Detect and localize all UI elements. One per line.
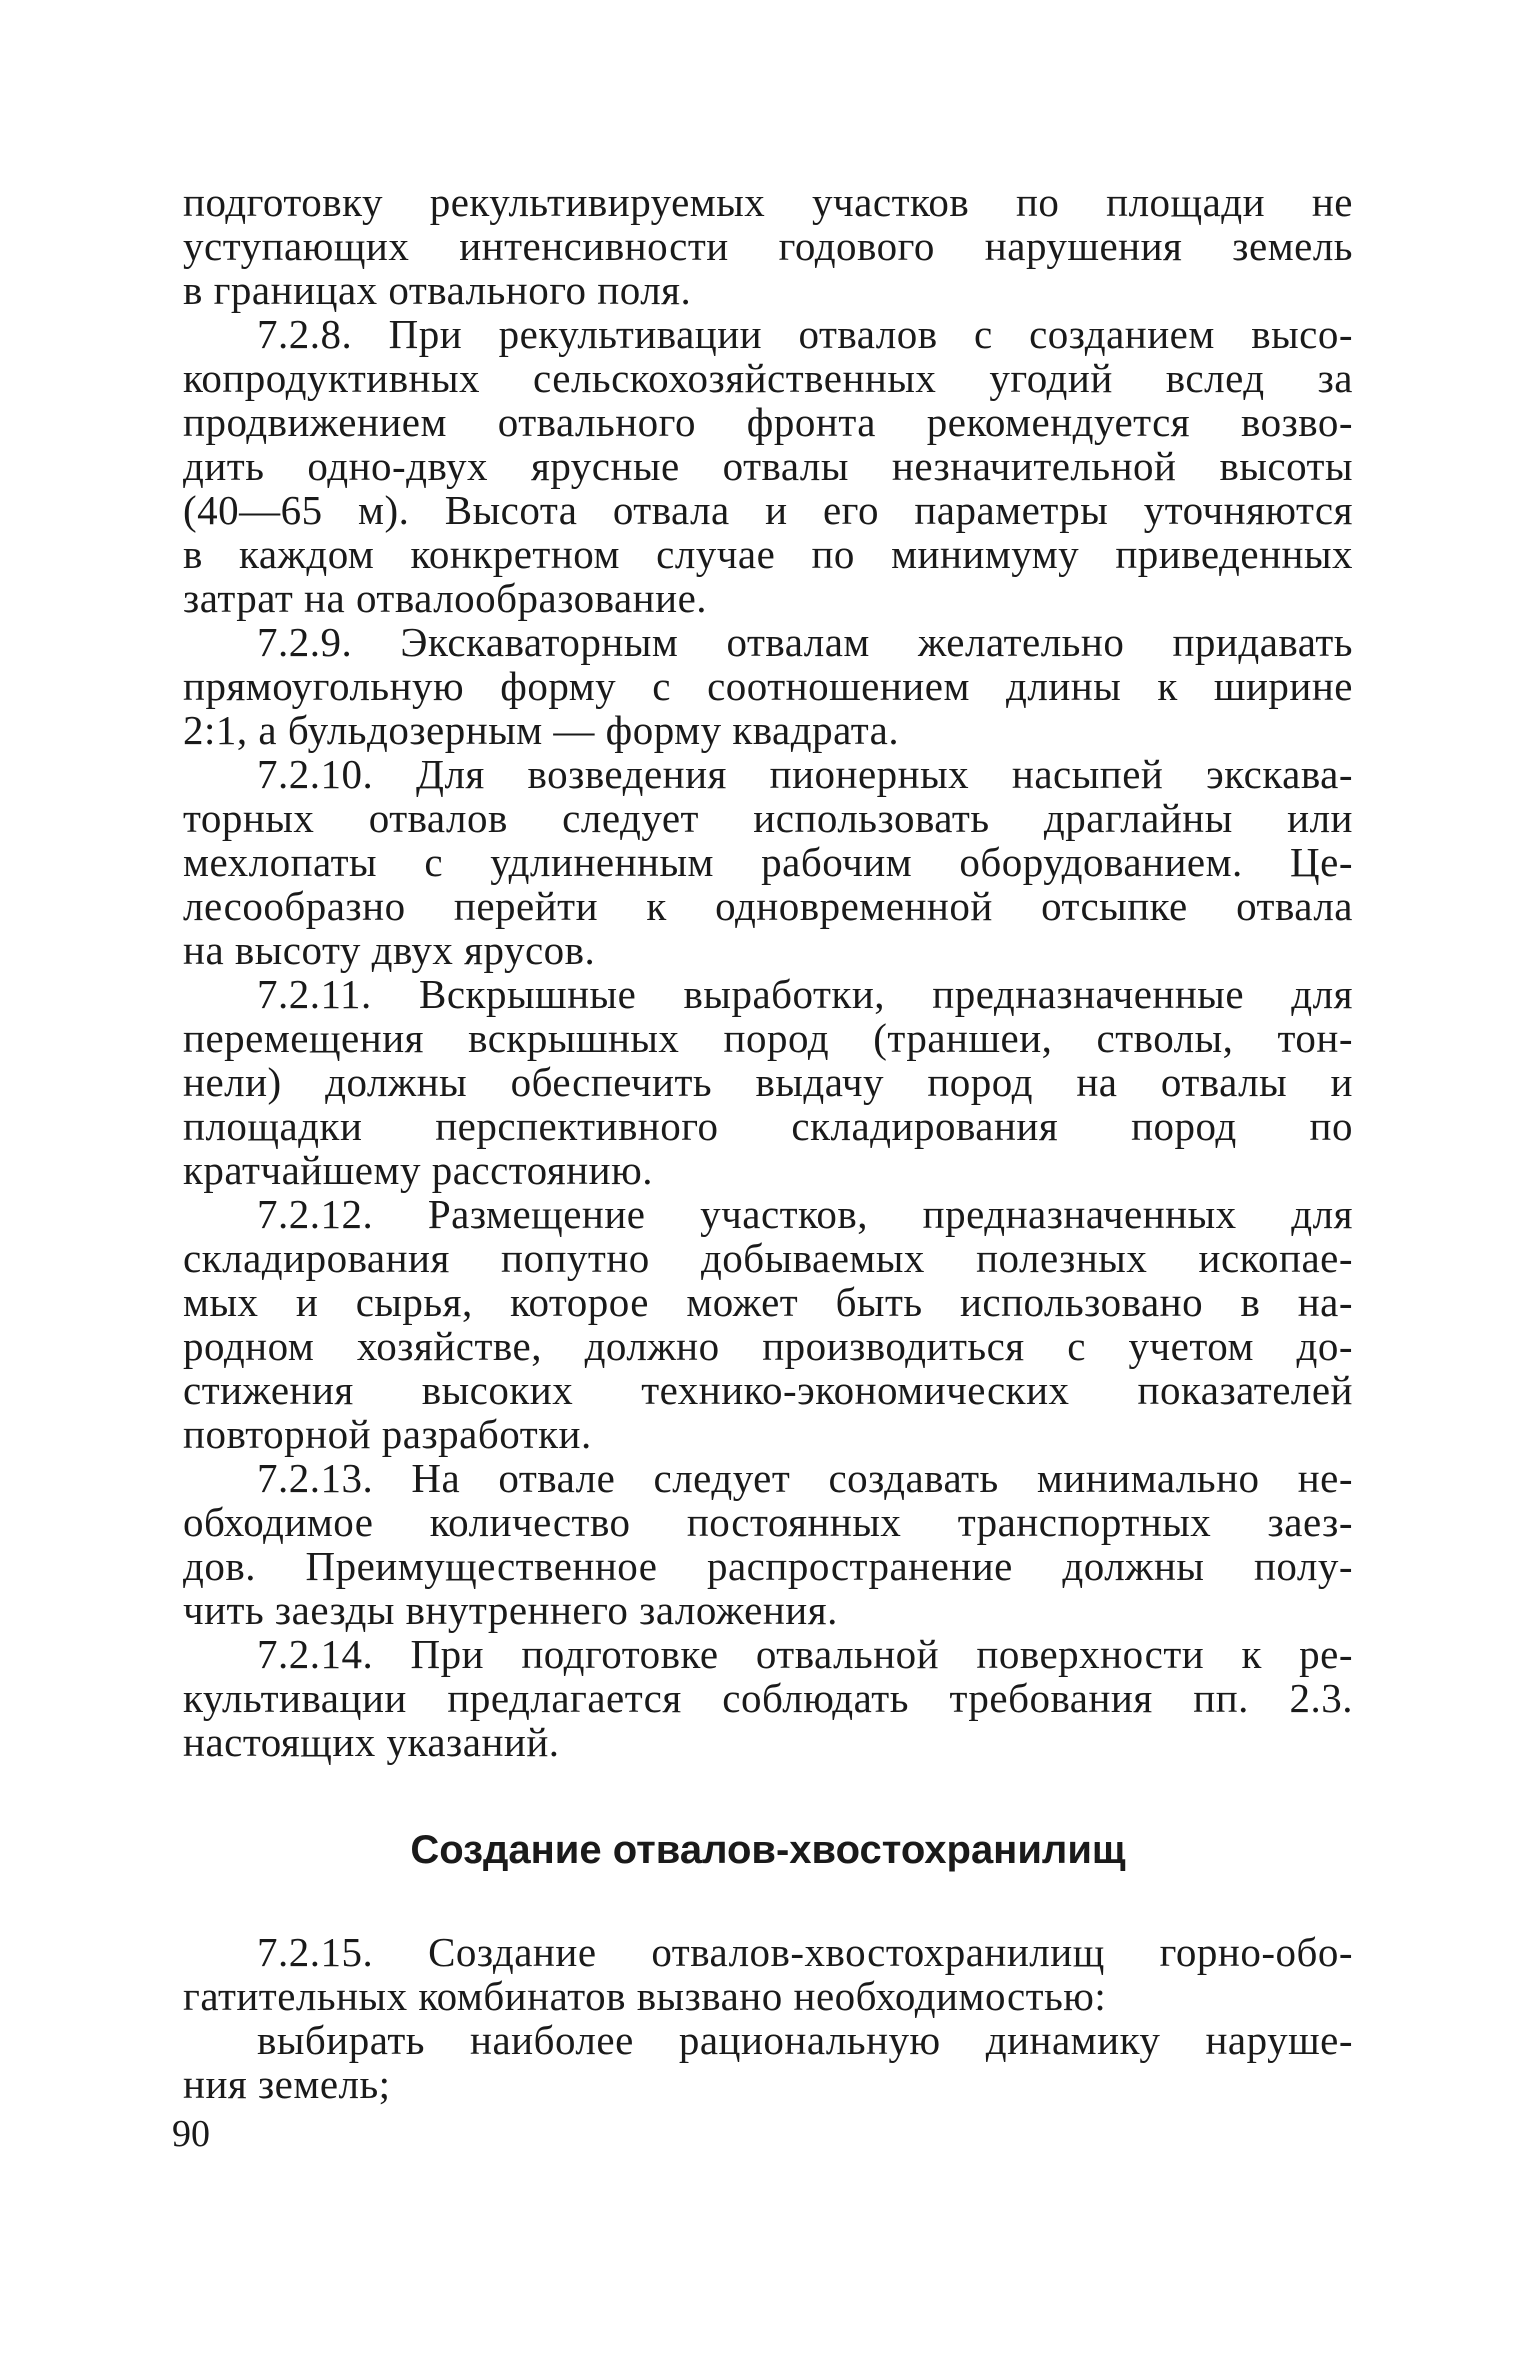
- text-line: складирования попутно добываемых полезных ископае-: [183, 1235, 1353, 1281]
- text-line: подготовку рекультивируемых участков по площади не: [183, 179, 1353, 225]
- text-line: прямоугольную форму с соотношением длины к ширине: [183, 663, 1353, 709]
- text-line: копродуктивных сельскохозяйственных угодий вслед за: [183, 355, 1353, 401]
- text-line: чить заезды внутреннего заложения.: [183, 1587, 838, 1633]
- text-line: уступающих интенсивности годового нарушения земель: [183, 223, 1353, 269]
- text-line: перемещения вскрышных пород (траншеи, стволы, тон-: [183, 1015, 1353, 1061]
- text-line: в каждом конкретном случае по минимуму приведенных: [183, 531, 1353, 577]
- text-line: мых и сырья, которое может быть использовано в на-: [183, 1279, 1353, 1325]
- text-line: 7.2.15. Создание отвалов-хвостохранилищ горно-обо-: [257, 1929, 1353, 1975]
- text-line: лесообразно перейти к одновременной отсыпке отвала: [183, 883, 1353, 929]
- text-line: 7.2.9. Экскаваторным отвалам желательно придавать: [257, 619, 1353, 665]
- text-line: в границах отвального поля.: [183, 267, 692, 313]
- text-line: родном хозяйстве, должно производиться с учетом до-: [183, 1323, 1353, 1369]
- text-line: мехлопаты с удлиненным рабочим оборудованием. Це-: [183, 839, 1353, 885]
- text-line: (40—65 м). Высота отвала и его параметры уточняются: [183, 487, 1353, 533]
- text-line: 7.2.8. При рекультивации отвалов с созданием высо-: [257, 311, 1353, 357]
- text-line: повторной разработки.: [183, 1411, 592, 1457]
- text-line: гатительных комбинатов вызвано необходимостью:: [183, 1973, 1107, 2019]
- text-line: 2:1, а бульдозерным — форму квадрата.: [183, 707, 900, 753]
- text-line: 7.2.12. Размещение участков, предназначенных для: [257, 1191, 1353, 1237]
- section-heading: Создание отвалов-хвостохранилищ: [410, 1828, 1126, 1872]
- text-line: культивации предлагается соблюдать требования пп. 2.3.: [183, 1675, 1353, 1721]
- text-line: 7.2.10. Для возведения пионерных насыпей экскава-: [257, 751, 1353, 797]
- text-line: настоящих указаний.: [183, 1719, 560, 1765]
- text-line: стижения высоких технико-экономических показателей: [183, 1367, 1353, 1413]
- text-line: площадки перспективного складирования пород по: [183, 1103, 1353, 1149]
- body-text: [183, 180, 1353, 2106]
- text-line: обходимое количество постоянных транспортных заез-: [183, 1499, 1353, 1545]
- page-number: 90: [172, 2113, 210, 2155]
- text-line: на высоту двух ярусов.: [183, 927, 596, 973]
- text-line: торных отвалов следует использовать драглайны или: [183, 795, 1353, 841]
- text-line: 7.2.13. На отвале следует создавать минимально не-: [257, 1455, 1353, 1501]
- text-line: дить одно-двух ярусные отвалы незначительной высоты: [183, 443, 1353, 489]
- text-line: продвижением отвального фронта рекомендуется возво-: [183, 399, 1353, 445]
- text-line: нели) должны обеспечить выдачу пород на отвалы и: [183, 1059, 1353, 1105]
- text-line: кратчайшему расстоянию.: [183, 1147, 654, 1193]
- text-line: 7.2.11. Вскрышные выработки, предназначенные для: [257, 971, 1353, 1017]
- text-line: 7.2.14. При подготовке отвальной поверхности к ре-: [257, 1631, 1353, 1677]
- text-line: затрат на отвалообразование.: [183, 575, 708, 621]
- text-line: ния земель;: [183, 2061, 391, 2107]
- text-line: дов. Преимущественное распространение должны полу-: [183, 1543, 1353, 1589]
- text-line: выбирать наиболее рациональную динамику наруше-: [257, 2017, 1353, 2063]
